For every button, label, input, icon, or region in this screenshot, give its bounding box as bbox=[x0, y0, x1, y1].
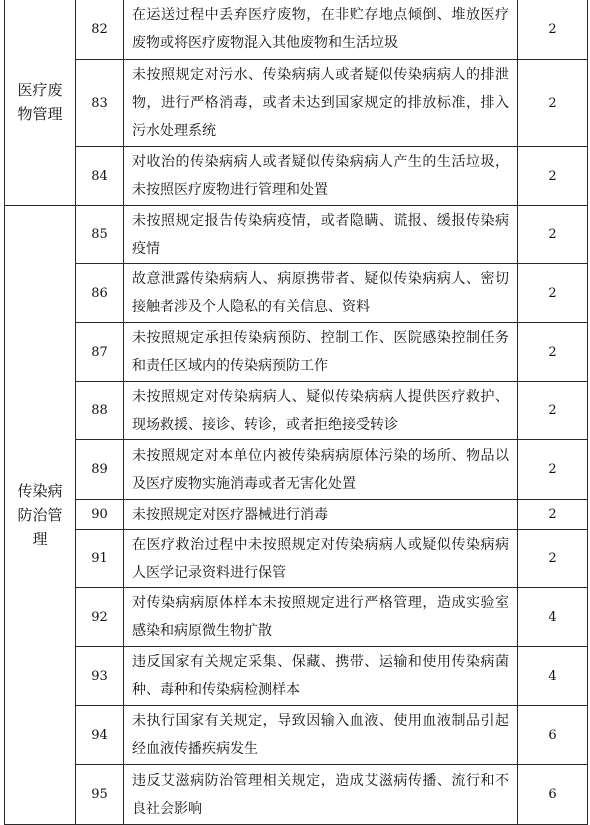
item-description: 对传染病病原体样本未按照规定进行严格管理，造成实验室感染和病原微生物扩散 bbox=[124, 588, 518, 647]
item-score: 2 bbox=[518, 382, 588, 440]
item-number: 84 bbox=[76, 147, 124, 206]
table-row bbox=[5, 530, 588, 588]
table-row bbox=[5, 60, 588, 147]
item-description: 未按照规定对本单位内被传染病病原体污染的场所、物品以及医疗废物实施消毒或者无害化处置 bbox=[124, 440, 518, 500]
table-row bbox=[5, 264, 588, 323]
item-score: 2 bbox=[518, 500, 588, 530]
table-row bbox=[5, 765, 588, 825]
category-label: 传染病 防治管 理 bbox=[17, 482, 63, 548]
item-number: 91 bbox=[76, 530, 124, 588]
item-score: 6 bbox=[518, 706, 588, 765]
item-number: 89 bbox=[76, 440, 124, 500]
item-score: 2 bbox=[518, 60, 588, 147]
item-number: 88 bbox=[76, 382, 124, 440]
item-number: 95 bbox=[76, 765, 124, 825]
table-row bbox=[5, 0, 588, 60]
regulation-score-table bbox=[4, 0, 588, 825]
category-cell-medical-waste bbox=[5, 0, 76, 206]
item-description: 故意泄露传染病病人、病原携带者、疑似传染病病人、密切接触者涉及个人隐私的有关信息、资料 bbox=[124, 264, 518, 323]
item-score: 2 bbox=[518, 147, 588, 206]
item-number: 92 bbox=[76, 588, 124, 647]
item-number: 83 bbox=[76, 60, 124, 147]
item-score: 4 bbox=[518, 588, 588, 647]
table-row bbox=[5, 147, 588, 206]
table-row bbox=[5, 706, 588, 765]
item-number: 90 bbox=[76, 500, 124, 530]
item-description: 未执行国家有关规定，导致因输入血液、使用血液制品引起经血液传播疾病发生 bbox=[124, 706, 518, 765]
item-description: 违反国家有关规定采集、保藏、携带、运输和使用传染病菌种、毒种和传染病检测样本 bbox=[124, 647, 518, 706]
item-number: 93 bbox=[76, 647, 124, 706]
category-cell-infectious-disease bbox=[5, 206, 76, 825]
item-score: 2 bbox=[518, 206, 588, 264]
table-row bbox=[5, 382, 588, 440]
category-label: 医疗废 物管理 bbox=[17, 81, 63, 123]
table-row bbox=[5, 206, 588, 264]
item-number: 94 bbox=[76, 706, 124, 765]
table-row bbox=[5, 440, 588, 500]
item-score: 2 bbox=[518, 440, 588, 500]
item-description: 未按照规定承担传染病预防、控制工作、医院感染控制任务和责任区域内的传染病预防工作 bbox=[124, 323, 518, 382]
item-description: 未按照规定对医疗器械进行消毒 bbox=[124, 500, 518, 530]
item-description: 对收治的传染病病人或者疑似传染病病人产生的生活垃圾，未按照医疗废物进行管理和处置 bbox=[124, 147, 518, 206]
table-row bbox=[5, 588, 588, 647]
item-score: 2 bbox=[518, 323, 588, 382]
item-score: 2 bbox=[518, 264, 588, 323]
item-description: 未按照规定对传染病病人、疑似传染病病人提供医疗救护、现场救援、接诊、转诊，或者拒绝接受转诊 bbox=[124, 382, 518, 440]
item-number: 82 bbox=[76, 0, 124, 60]
item-score: 2 bbox=[518, 530, 588, 588]
item-description: 在运送过程中丢弃医疗废物，在非贮存地点倾倒、堆放医疗废物或将医疗废物混入其他废物和生活垃圾 bbox=[124, 0, 518, 60]
table-row bbox=[5, 500, 588, 530]
item-description: 未按照规定报告传染病疫情，或者隐瞒、谎报、缓报传染病疫情 bbox=[124, 206, 518, 264]
item-description: 未按照规定对污水、传染病病人或者疑似传染病病人的排泄物，进行严格消毒，或者未达到国家规定的排放标准，排入污水处理系统 bbox=[124, 60, 518, 147]
item-score: 4 bbox=[518, 647, 588, 706]
table-row bbox=[5, 647, 588, 706]
item-description: 违反艾滋病防治管理相关规定，造成艾滋病传播、流行和不良社会影响 bbox=[124, 765, 518, 825]
item-score: 2 bbox=[518, 0, 588, 60]
item-number: 87 bbox=[76, 323, 124, 382]
table-row bbox=[5, 323, 588, 382]
item-description: 在医疗救治过程中未按照规定对传染病病人或疑似传染病病人医学记录资料进行保管 bbox=[124, 530, 518, 588]
item-score: 6 bbox=[518, 765, 588, 825]
item-number: 86 bbox=[76, 264, 124, 323]
item-number: 85 bbox=[76, 206, 124, 264]
